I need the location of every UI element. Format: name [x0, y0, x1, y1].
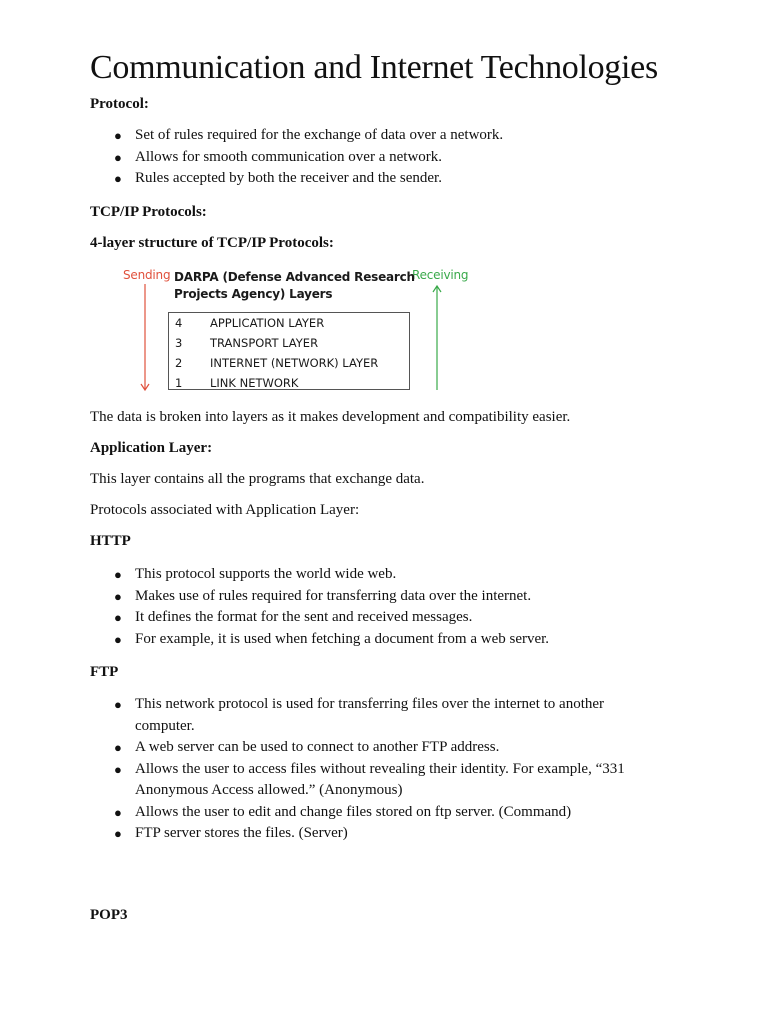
list-item: ● Set of rules required for the exchange of data over a network.	[90, 125, 690, 147]
page-title: Communication and Internet Technologies	[90, 49, 658, 86]
sending-label: Sending	[123, 268, 171, 282]
application-layer-desc: This layer contains all the programs that exchange data.	[90, 471, 425, 487]
list-item: ● For example, it is used when fetching a document from a web server.	[90, 629, 690, 651]
list-item: ● Makes use of rules required for transferring data over the internet.	[90, 586, 690, 608]
pop3-heading: POP3	[90, 907, 128, 923]
list-item: ● FTP server stores the files. (Server)	[90, 823, 690, 845]
ftp-heading: FTP	[90, 664, 119, 680]
list-item: ● Allows the user to edit and change files stored on ftp server. (Command)	[90, 802, 690, 824]
bullet-icon: ●	[114, 128, 122, 143]
application-layer-heading: Application Layer:	[90, 440, 213, 456]
bullet-icon: ●	[114, 171, 122, 186]
application-protocols-intro: Protocols associated with Application Layer:	[90, 502, 360, 518]
bullet-icon: ●	[114, 610, 122, 625]
list-item: ● It defines the format for the sent and received messages.	[90, 607, 690, 629]
bullet-icon: ●	[114, 149, 122, 165]
tcpip-heading: TCP/IP Protocols:	[90, 204, 207, 220]
bullet-icon: ●	[114, 697, 122, 712]
layer-table	[168, 312, 410, 390]
bullet-icon: ●	[114, 567, 122, 582]
darpa-layers-diagram	[90, 262, 470, 394]
list-item: ● Allows for smooth communication over a network.	[90, 147, 690, 169]
bullet-icon: ●	[114, 826, 122, 841]
bullet-icon: ●	[114, 740, 122, 755]
layer-row: 1 LINK NETWORK	[175, 376, 299, 390]
protocol-heading: Protocol:	[90, 96, 149, 112]
receiving-label: Receiving	[412, 268, 469, 282]
layer-row: 3 TRANSPORT LAYER	[175, 336, 319, 350]
bullet-icon: ●	[114, 631, 122, 647]
list-item: ● Rules accepted by both the receiver and the sender.	[90, 168, 690, 190]
list-item: ● This protocol supports the world wide web.	[90, 564, 690, 586]
list-item: ● This network protocol is used for transferring files over the internet to another computer.	[114, 696, 605, 734]
bullet-icon: ●	[114, 588, 122, 604]
tcpip-structure-heading: 4-layer structure of TCP/IP Protocols:	[90, 235, 334, 251]
bullet-icon: ●	[114, 761, 122, 777]
ftp-bullet-list	[90, 694, 690, 845]
data-broken-text: The data is broken into layers as it makes development and compatibility easier.	[90, 409, 571, 425]
bullet-icon: ●	[114, 804, 122, 820]
protocol-bullet-list	[90, 125, 690, 190]
list-item: ● Allows the user to access files without revealing their identity. For example, “331 Anonymous Access allowed.” (Anonymous)	[114, 760, 625, 798]
list-item: ● A web server can be used to connect to another FTP address.	[90, 737, 690, 759]
darpa-title: DARPA (Defense Advanced Research Projects Agency) Layers	[174, 270, 415, 301]
layer-row: 2 INTERNET (NETWORK) LAYER	[175, 356, 379, 370]
http-bullet-list	[90, 564, 690, 650]
http-heading: HTTP	[90, 533, 131, 549]
layer-row: 4 APPLICATION LAYER	[175, 316, 325, 330]
